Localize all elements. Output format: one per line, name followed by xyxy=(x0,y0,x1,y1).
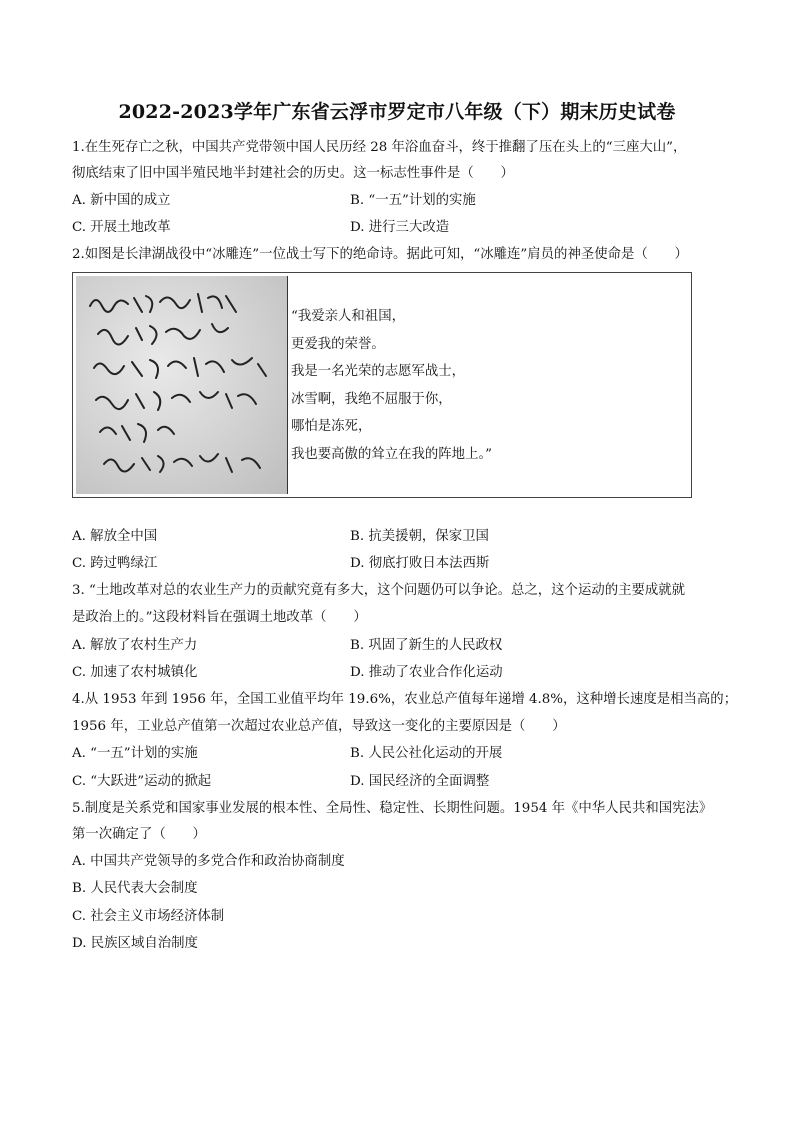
poem-line: 更爱我的荣誉。 xyxy=(291,336,385,352)
q2-option-b[interactable]: B. 抗美援朝，保家卫国 xyxy=(350,529,489,544)
q2-option-c[interactable]: C. 跨过鸭绿江 xyxy=(72,556,158,571)
q1-option-d[interactable]: D. 进行三大改造 xyxy=(350,220,450,235)
q1-stem-line2: 彻底结束了旧中国半殖民地半封建社会的历史。这一标志性事件是（ ） xyxy=(72,166,514,181)
q2-stem-line1: 2.如图是长津湖战役中“冰雕连”一位战士写下的绝命诗。据此可知，“冰雕连”肩员的神圣使命是（ ） xyxy=(72,247,688,262)
q3-option-d[interactable]: D. 推动了农业合作化运动 xyxy=(350,665,503,680)
poem-line: “我爱亲人和祖国， xyxy=(291,309,405,324)
q1-option-a[interactable]: A. 新中国的成立 xyxy=(72,193,171,208)
handwritten-poem-image xyxy=(76,276,288,494)
q3-option-b[interactable]: B. 巩固了新生的人民政权 xyxy=(350,638,503,653)
q4-stem-line1: 4.从 1953 年到 1956 年，全国工业值平均年 19.6%，农业总产值每年递增 4.8%，这种增长速度是相当高的； xyxy=(72,692,738,707)
q5-option-a[interactable]: A. 中国共产党领导的多党合作和政治协商制度 xyxy=(72,854,345,869)
q4-option-d[interactable]: D. 国民经济的全面调整 xyxy=(350,774,490,789)
q3-stem-line1: 3. “土地改革对总的农业生产力的贡献究竟有多大，这个问题仍可以争论。总之，这个运动的主要成就就 xyxy=(72,583,686,598)
q2-option-a[interactable]: A. 解放全中国 xyxy=(72,529,158,544)
poem-line: 冰雪啊，我绝不屈服于你， xyxy=(291,391,452,407)
handwriting-scribble-icon xyxy=(76,276,288,494)
q2-option-d[interactable]: D. 彻底打败日本法西斯 xyxy=(350,556,490,571)
poem-transcription xyxy=(291,303,492,468)
poem-line: 我也要高傲的耸立在我的阵地上。” xyxy=(291,446,493,462)
q5-stem-line1: 5.制度是关系党和国家事业发展的根本性、全局性、稳定性、长期性问题。1954 年《中华人民共和国宪法》 xyxy=(72,801,713,816)
poem-line: 哪怕是冻死， xyxy=(291,419,372,434)
q3-stem-line2: 是政治上的。”这段材料旨在强调土地改革（ ） xyxy=(72,610,367,625)
q4-option-a[interactable]: A. “一五”计划的实施 xyxy=(72,746,198,761)
q5-option-c[interactable]: C. 社会主义市场经济体制 xyxy=(72,909,225,924)
q4-option-c[interactable]: C. “大跃进”运动的掀起 xyxy=(72,774,212,789)
q1-option-b[interactable]: B. “一五”计划的实施 xyxy=(350,193,476,208)
q5-stem-line2: 第一次确定了（ ） xyxy=(72,827,206,842)
q5-option-d[interactable]: D. 民族区域自治制度 xyxy=(72,936,198,951)
q1-option-c[interactable]: C. 开展土地改革 xyxy=(72,220,171,235)
q4-option-b[interactable]: B. 人民公社化运动的开展 xyxy=(350,746,503,761)
poem-figure xyxy=(72,272,692,498)
poem-line: 我是一名光荣的志愿军战士， xyxy=(291,364,466,379)
q1-stem-line1: 1.在生死存亡之秋，中国共产党带领中国人民历经 28 年浴血奋斗，终于推翻了压在头上的“三座大山”， xyxy=(72,140,687,155)
q4-stem-line2: 1956 年，工业总产值第一次超过农业总产值，导致这一变化的主要原因是（ ） xyxy=(72,719,566,734)
q5-option-b[interactable]: B. 人民代表大会制度 xyxy=(72,881,198,896)
q3-option-a[interactable]: A. 解放了农村生产力 xyxy=(72,638,198,653)
q3-option-c[interactable]: C. 加速了农村城镇化 xyxy=(72,665,198,680)
exam-title: 2022-2023学年广东省云浮市罗定市八年级（下）期末历史试卷 xyxy=(118,101,676,123)
